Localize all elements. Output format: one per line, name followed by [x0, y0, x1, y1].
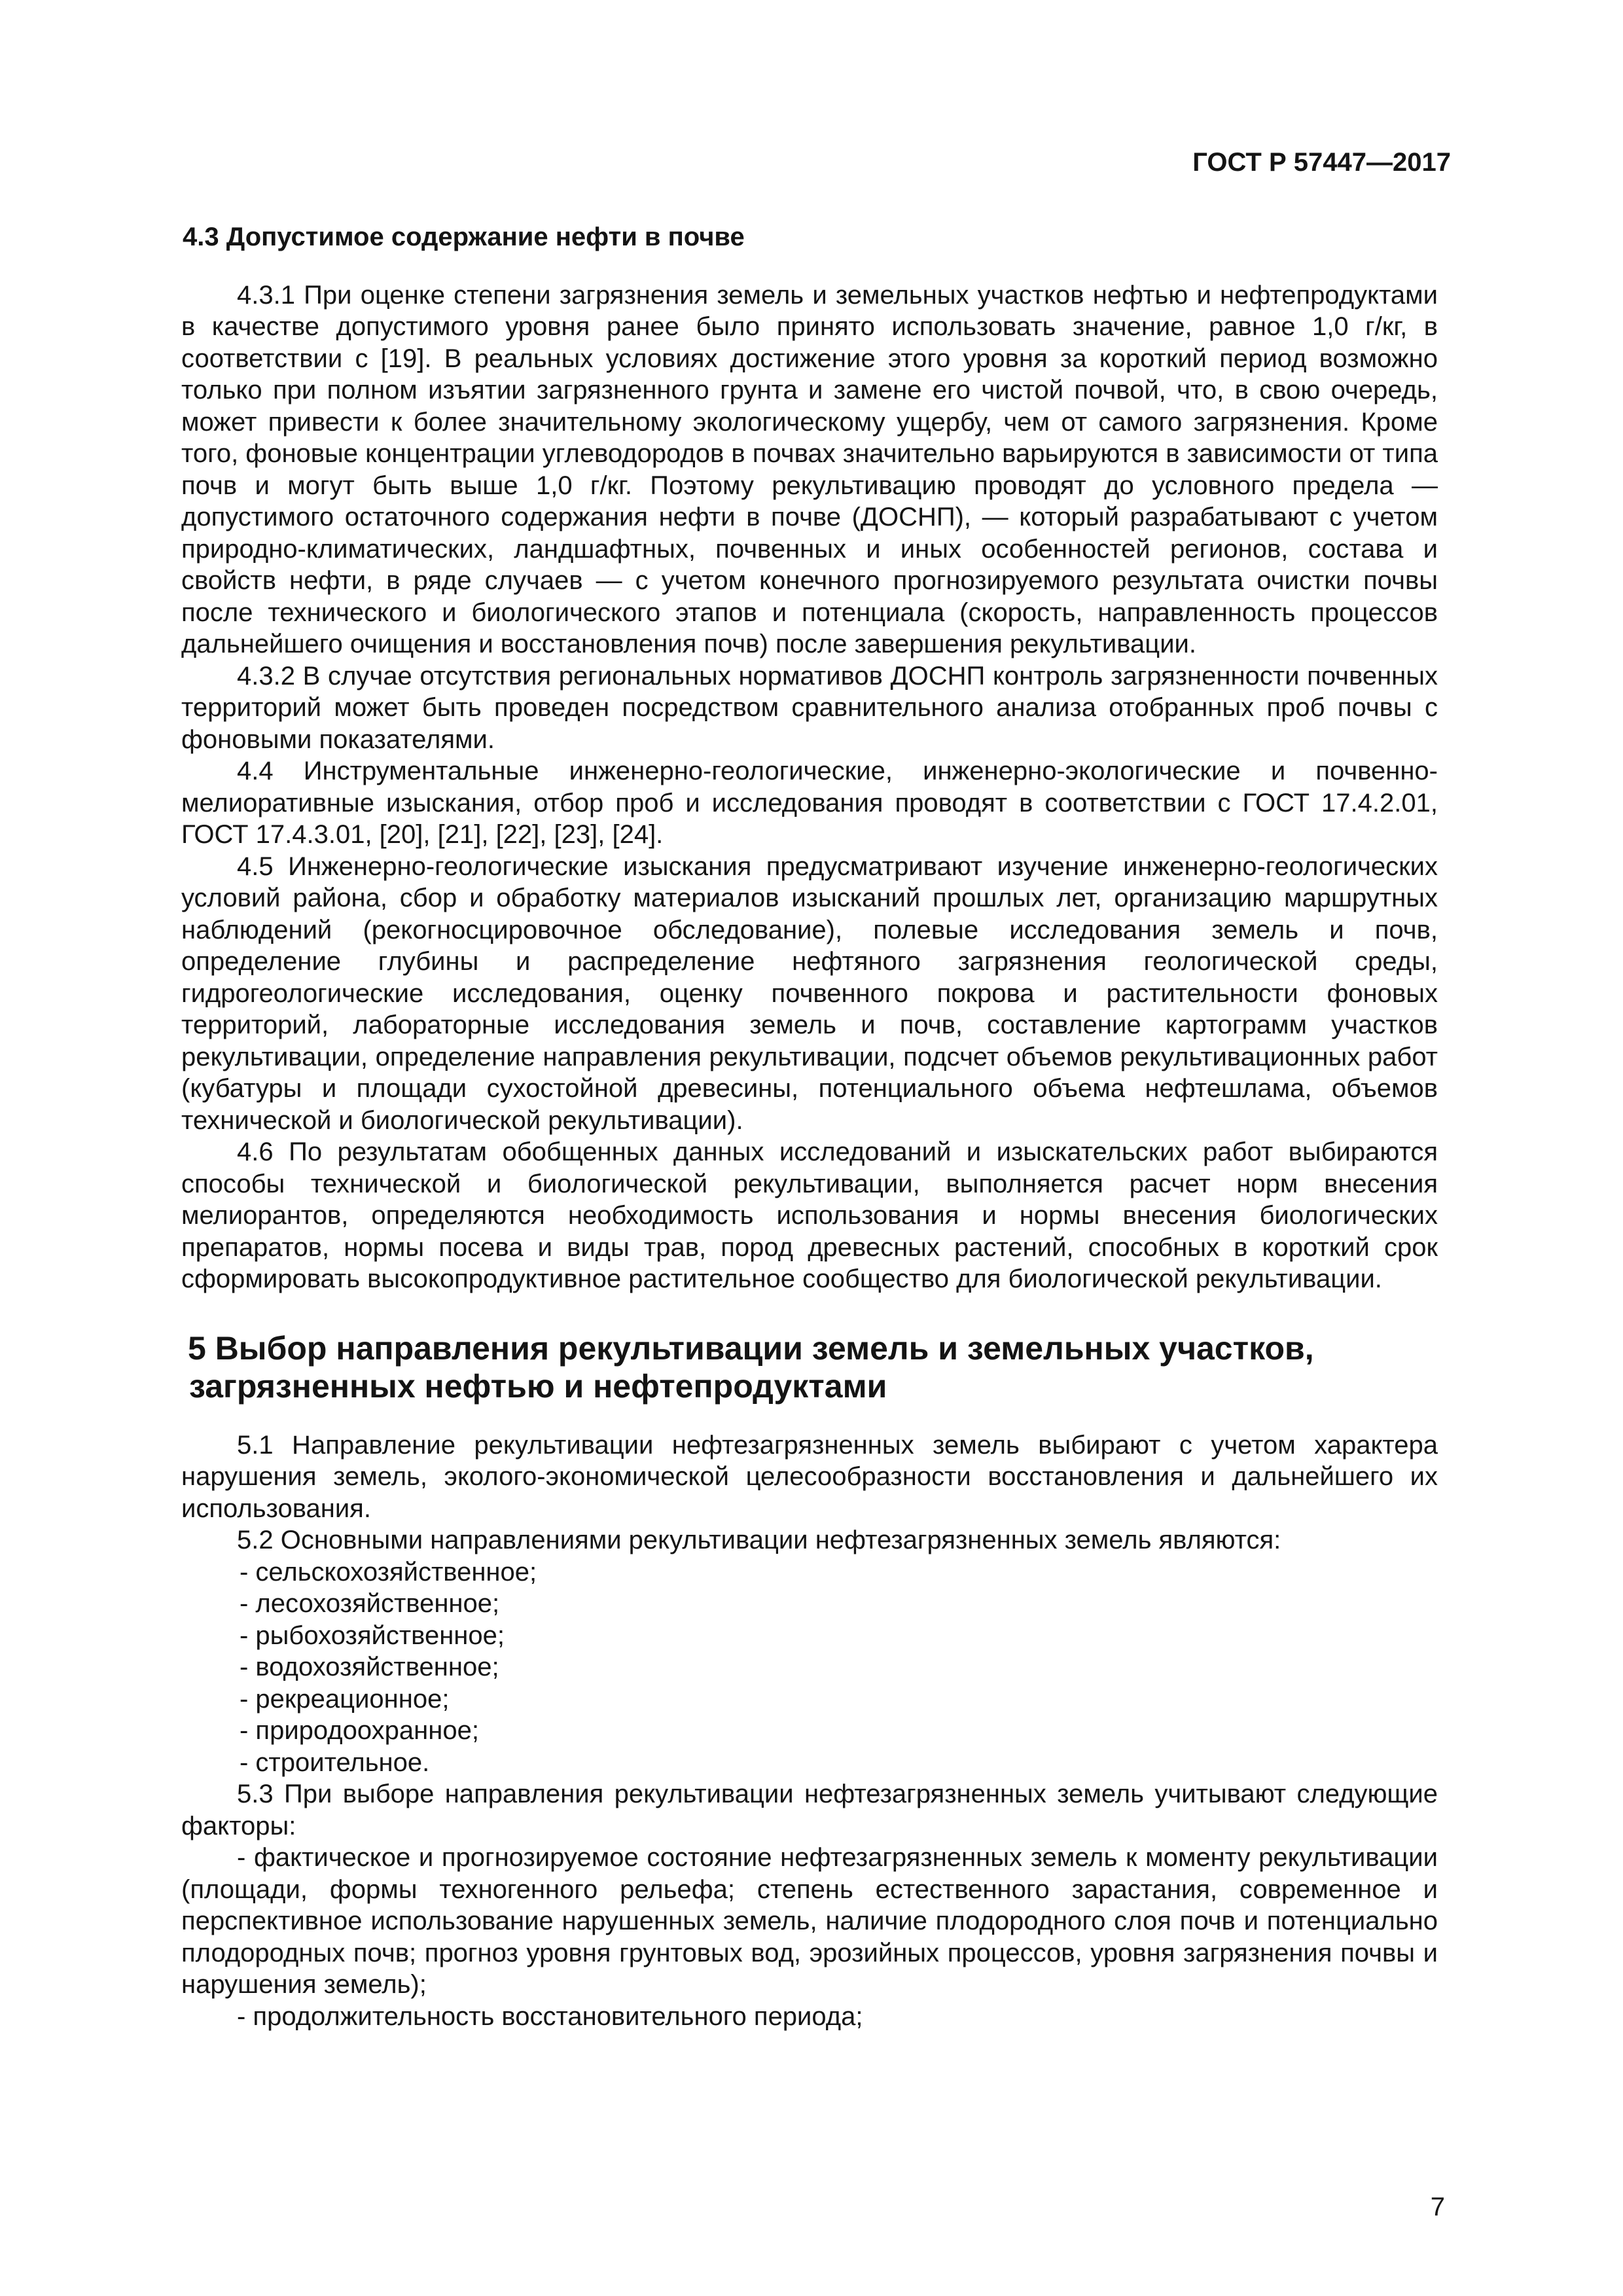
- section-4-3-heading: 4.3 Допустимое содержание нефти в почве: [183, 223, 745, 251]
- paragraph-5-2: 5.2 Основными направлениями рекультивации нефтезагрязненных земель являются:: [237, 1526, 1281, 1554]
- section-5-heading-line-1: 5 Выбор направления рекультивации земель и земельных участков,: [188, 1329, 1314, 1367]
- list-item: - рекреационное;: [240, 1684, 450, 1713]
- paragraph-5-1: 5.1 Направление рекультивации нефтезагрязненных земель выбирают с учетом характера нарушения земель, эколого-экономической целесообразности восстановления и дальнейшего их использования.: [181, 1430, 1438, 1523]
- section-5-heading: [188, 1329, 1438, 1405]
- paragraph-4-3-1: 4.3.1 При оценке степени загрязнения земель и земельных участков нефтью и нефтепродуктами в качестве допустимого уровня ранее было принято использовать значение, равное 1,0 г/кг, в соответствии с [19]. В реальных условиях достижение этого уровня за короткий период возможно только при полном изъятии загрязненного грунта и замене его чистой почвой, что, в свою очередь, может привести к более значительному экологическому ущербу, чем от самого загрязнения. Кроме того, фоновые концентрации углеводородов в почвах значительно варьируются в зависимости от типа почв и могут быть выше 1,0 г/кг. Поэтому рекультивацию проводят до условного предела — допустимого остаточного содержания нефти в почве (ДОСНП), — который разрабатывают с учетом природно-климатических, ландшафтных, почвенных и иных особенностей регионов, состава и свойств нефти, в ряде случаев — с учетом конечного прогнозируемого результата очистки почвы после технического и биологического этапов и потенциала (скорость, направленность процессов дальнейшего очищения и восстановления почв) после завершения рекультивации.: [181, 280, 1438, 658]
- list-item: - природоохранное;: [240, 1716, 479, 1745]
- factor-item: - фактическое и прогнозируемое состояние нефтезагрязненных земель к моменту рекультивации (площади, формы техногенного рельефа; степень естественного зарастания, современное и перспективное использование нарушенных земель, наличие плодородного слоя почв и потенциально плодородных почв; прогноз уровня грунтовых вод, эрозийных процессов, уровня загрязнения почвы и нарушения земель);: [181, 1843, 1438, 1999]
- list-item: - рыбохозяйственное;: [240, 1621, 505, 1650]
- list-item: - лесохозяйственное;: [240, 1589, 500, 1618]
- document-code: ГОСТ Р 57447—2017: [1192, 148, 1451, 177]
- paragraph-4-5: 4.5 Инженерно-геологические изыскания предусматривают изучение инженерно-геологических условий района, сбор и обработку материалов изысканий прошлых лет, организацию маршрутных наблюдений (рекогносцировочное обследование), полевые исследования земель и почв, определение глубины и распределение нефтяного загрязнения геологической среды, гидрогеологические исследования, оценку почвенного покрова и растительности фоновых территорий, лабораторные исследования земель и почв, составление картограмм участков рекультивации, определение направления рекультивации, подсчет объемов рекультивационных работ (кубатуры и площади сухостойной древесины, потенциального объема нефтешлама, объемов технической и биологической рекультивации).: [181, 852, 1438, 1135]
- list-item: - водохозяйственное;: [240, 1653, 499, 1681]
- list-item: - строительное.: [240, 1748, 430, 1777]
- paragraph-4-6: 4.6 По результатам обобщенных данных исследований и изыскательских работ выбираются способы технической и биологической рекультивации, выполняется расчет норм внесения мелиорантов, определяются необходимость использования и нормы внесения биологических препаратов, нормы посева и виды трав, пород древесных растений, способных в короткий срок сформировать высокопродуктивное растительное сообщество для биологической рекультивации.: [181, 1138, 1438, 1293]
- list-item: - сельскохозяйственное;: [240, 1557, 537, 1587]
- document-body: [181, 221, 1438, 2032]
- section-5-heading-line-2: загрязненных нефтью и нефтепродуктами: [189, 1367, 887, 1405]
- paragraph-4-3-2: 4.3.2 В случае отсутствия региональных нормативов ДОСНП контроль загрязненности почвенных территорий может быть проведен посредством сравнительного анализа отобранных проб почвы с фоновыми показателями.: [181, 661, 1438, 754]
- directions-list: [181, 1556, 1438, 1779]
- paragraph-5-3: 5.3 При выборе направления рекультивации нефтезагрязненных земель учитывают следующие факторы:: [181, 1780, 1438, 1840]
- page-number: 7: [1430, 2193, 1445, 2221]
- factor-item: - продолжительность восстановительного периода;: [237, 2001, 863, 2031]
- paragraph-4-4: 4.4 Инструментальные инженерно-геологические, инженерно-экологические и почвенно-мелиоративные изыскания, отбор проб и исследования проводят в соответствии с ГОСТ 17.4.2.01, ГОСТ 17.4.3.01, [20], [21], [22], [23], [24].: [181, 757, 1438, 849]
